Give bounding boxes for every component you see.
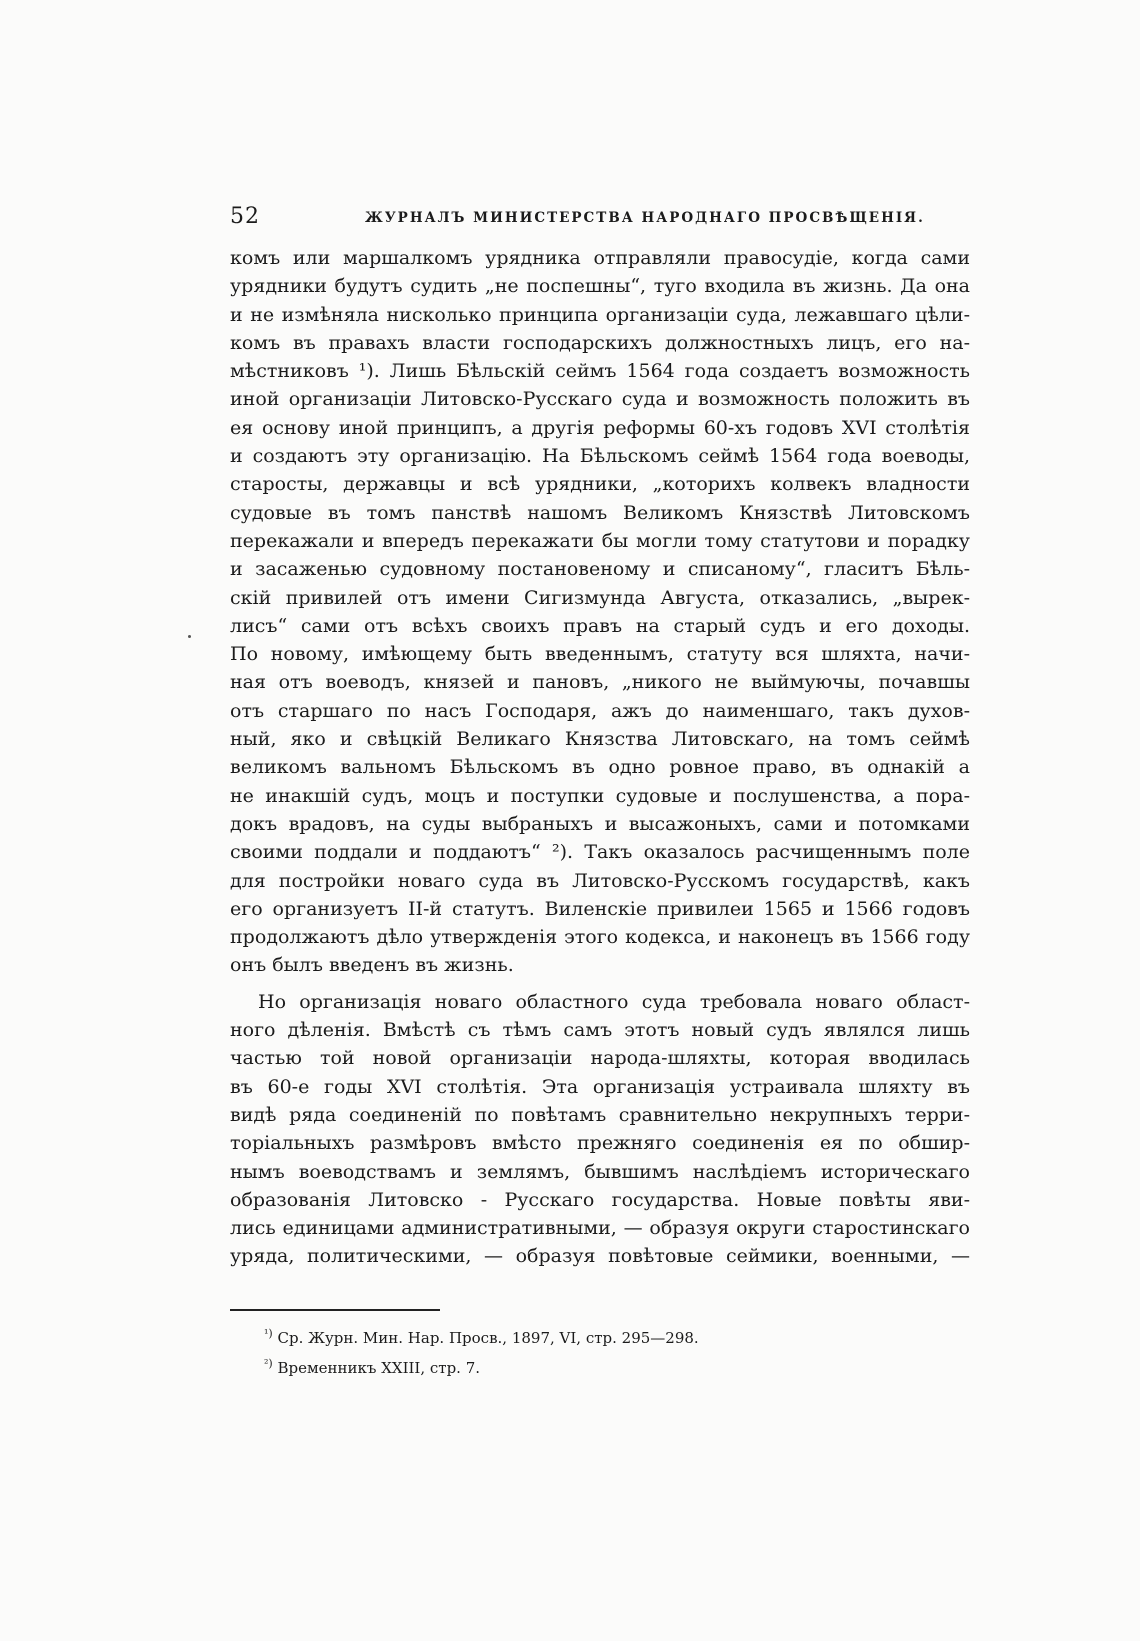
footnote-mark: ²): [264, 1356, 273, 1370]
text-line: мѣстниковъ ¹). Лишь Бѣльскій сеймъ 1564 года создаетъ возможность: [230, 360, 970, 383]
paragraph-gap: [230, 980, 970, 988]
text-line: Но организація новаго областного суда требовала новаго област-: [258, 990, 970, 1013]
text-line: ная отъ воеводъ, князей и пановъ, „никого не выймуючы, почавшы: [230, 671, 970, 694]
text-line: своими поддали и поддаютъ“ ²). Такъ оказалось расчищеннымъ поле: [230, 841, 970, 864]
text-line: старосты, державцы и всѣ урядники, „которихъ колвекъ владности: [230, 473, 970, 496]
text-line: По новому, имѣющему быть введеннымъ, статуту вся шляхта, начи-: [230, 643, 970, 666]
footnote-mark: ¹): [264, 1326, 273, 1340]
text-line: для постройки новаго суда въ Литовско-Русскомъ государствѣ, какъ: [230, 869, 970, 892]
body-text: [230, 244, 970, 1271]
text-line: и засаженью судовному постановеному и списаному“, гласитъ Бѣль-: [230, 558, 970, 581]
footnote: [264, 1351, 970, 1381]
text-line: въ 60-е годы XVI столѣтія. Эта организація устраивала шляхту въ: [230, 1075, 970, 1098]
text-line: торіальныхъ размѣровъ вмѣсто прежняго соединенія ея по обшир-: [230, 1132, 970, 1155]
text-line: видѣ ряда соединеній по повѣтамъ сравнительно некрупныхъ терри-: [230, 1103, 970, 1126]
text-line: судовые въ томъ панствѣ нашомъ Великомъ Князствѣ Литовскомъ: [230, 501, 970, 524]
text-line: его организуетъ II-й статутъ. Виленскіе привилеи 1565 и 1566 годовъ: [230, 897, 970, 920]
text-line: лисъ“ сами отъ всѣхъ своихъ правъ на старый судъ и его доходы.: [230, 614, 970, 637]
text-line: комъ въ правахъ власти господарскихъ должностныхъ лицъ, его на-: [230, 331, 970, 354]
text-line: комъ или маршалкомъ урядника отправляли правосудіе, когда сами: [230, 247, 970, 269]
text-line: образованія Литовско - Русскаго государства. Новые повѣты яви-: [230, 1188, 970, 1211]
text-line: и не измѣняла нисколько принципа организаціи суда, лежавшаго цѣли-: [230, 303, 970, 326]
text-line: ея основу иной принципъ, а другія реформы 60-хъ годовъ XVI столѣтія: [230, 416, 970, 439]
paragraph: [230, 988, 970, 1271]
paragraph: [230, 244, 970, 980]
text-line: докъ врадовъ, на суды выбраныхъ и высажоныхъ, сами и потомками: [230, 812, 970, 835]
text-line: отъ старшаго по насъ Господаря, ажъ до наименшаго, такъ духов-: [230, 699, 970, 722]
text-line: скій привилей отъ имени Сигизмунда Августа, отказались, „вырек-: [230, 586, 970, 609]
text-line: ный, яко и свѣцкій Великаго Князства Литовскаго, на томъ сеймѣ: [230, 728, 970, 751]
text-line: уряда, политическими, — образуя повѣтовые сеймики, военными, —: [230, 1245, 970, 1268]
footnote-text: Временникъ XXIII, стр. 7.: [277, 1358, 481, 1377]
text-line: онъ былъ введенъ въ жизнь.: [230, 954, 514, 977]
running-head: [230, 204, 970, 244]
text-line: великомъ вальномъ Бѣльскомъ въ одно ровное право, въ однакій а: [230, 756, 970, 779]
footnote: [264, 1321, 970, 1351]
footnotes: [230, 1321, 970, 1381]
page-number: 52: [230, 204, 260, 229]
text-line: лись единицами административными, — образуя округи старостинскаго: [230, 1217, 970, 1240]
text-line: урядники будутъ судить „не поспешны“, туго входила въ жизнь. Да она: [230, 275, 970, 298]
scan-speck: [188, 635, 191, 638]
text-line: ного дѣленія. Вмѣстѣ съ тѣмъ самъ этотъ новый судъ являлся лишь: [230, 1019, 970, 1042]
text-line: перекажали и впередъ перекажати бы могли тому статутови и порадку: [230, 529, 970, 552]
text-line: нымъ воеводствамъ и землямъ, бывшимъ наслѣдіемъ историческаго: [230, 1160, 970, 1183]
text-line: продолжаютъ дѣло утвержденія этого кодекса, и наконецъ въ 1566 году: [230, 926, 970, 949]
journal-title: ЖУРНАЛЪ МИНИСТЕРСТВА НАРОДНАГО ПРОСВѢЩЕНІЯ.: [365, 210, 925, 226]
footnote-text: Ср. Журн. Мин. Нар. Просв., 1897, VI, стр. 295—298.: [277, 1328, 699, 1347]
text-line: не инакшій судъ, моцъ и поступки судовые и послушенства, а пора-: [230, 784, 970, 807]
footnote-divider: [230, 1309, 440, 1311]
book-page: [230, 204, 970, 1381]
text-line: и создаютъ эту организацію. На Бѣльскомъ сеймѣ 1564 года воеводы,: [230, 445, 970, 468]
text-line: иной организаціи Литовско-Русскаго суда и возможность положить въ: [230, 388, 970, 411]
text-line: частью той новой организаціи народа-шляхты, которая вводилась: [230, 1047, 970, 1070]
